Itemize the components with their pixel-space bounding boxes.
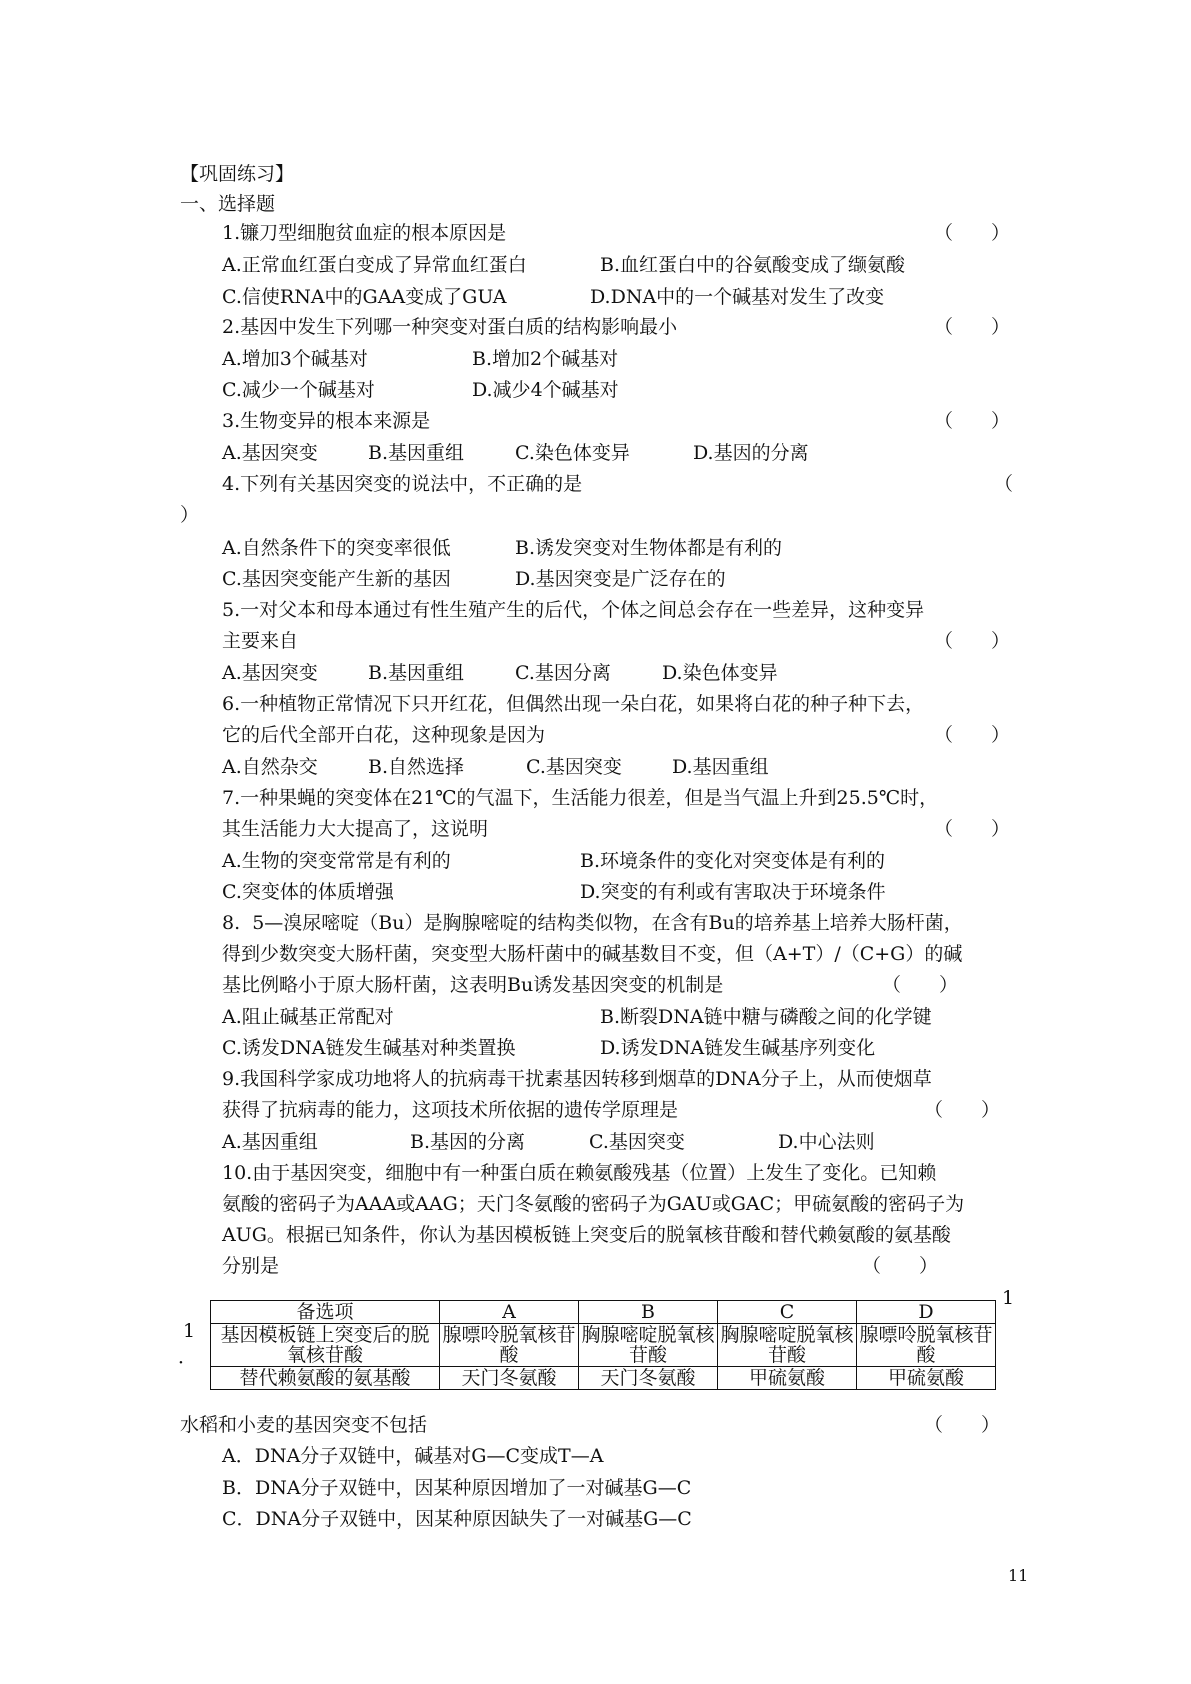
question-2-option-b: B.增加2个碱基对: [472, 348, 619, 370]
table-cell: 腺嘌呤脱氧核苷酸: [440, 1324, 579, 1367]
question-11-option-c: C．DNA分子双链中，因某种原因缺失了一对碱基G—C: [222, 1508, 692, 1530]
answer-blank: （ ）: [882, 974, 959, 996]
question-10-stem-line-2: 氨酸的密码子为AAA或AAG；天门冬氨酸的密码子为GAU或GAC；甲硫氨酸的密码子为: [222, 1193, 965, 1215]
question-6-stem-line-2: 它的后代全部开白花，这种现象是因为: [222, 724, 546, 746]
question-5-option-d: D.染色体变异: [662, 662, 778, 684]
question-3-option-a: A.基因突变: [222, 442, 318, 464]
question-7-option-c: C.突变体的体质增强: [222, 881, 394, 903]
table-header-row: [211, 1301, 996, 1324]
question-8-option-b: B.断裂DNA链中糖与磷酸之间的化学键: [600, 1006, 932, 1028]
question-4-option-a: A.自然条件下的突变率很低: [222, 537, 451, 559]
question-9-option-a: A.基因重组: [222, 1131, 318, 1153]
question-1-option-d: D.DNA中的一个碱基对发生了改变: [590, 286, 885, 308]
table-row-label: 替代赖氨酸的氨基酸: [211, 1367, 440, 1390]
question-8-stem-line-2: 得到少数突变大肠杆菌，突变型大肠杆菌中的碱基数目不变，但（A+T）/（C+G）的碱: [222, 943, 963, 965]
question-5-option-c: C.基因分离: [515, 662, 611, 684]
question-8-stem-line-3: 基比例略小于原大肠杆菌，这表明Bu诱发基因突变的机制是: [222, 974, 724, 996]
table-row: [211, 1367, 996, 1390]
question-6-option-a: A.自然杂交: [222, 756, 318, 778]
question-9-option-b: B.基因的分离: [410, 1131, 526, 1153]
answer-blank: （ ）: [934, 316, 1011, 338]
question-3-option-c: C.染色体变异: [515, 442, 630, 464]
answer-blank: （ ）: [862, 1255, 939, 1277]
question-8-option-a: A.阻止碱基正常配对: [222, 1006, 394, 1028]
table-cell: 胸腺嘧啶脱氧核苷酸: [579, 1324, 718, 1367]
answer-blank: （ ）: [934, 410, 1011, 432]
answer-blank: （ ）: [924, 1414, 1001, 1436]
question-6-stem-line-1: 6.一种植物正常情况下只开红花，但偶然出现一朵白花，如果将白花的种子种下去，: [222, 693, 925, 715]
question-1-option-a: A.正常血红蛋白变成了异常血红蛋白: [222, 254, 527, 276]
stray-number-right: 1: [1002, 1287, 1015, 1309]
question-4-option-d: D.基因突变是广泛存在的: [515, 568, 726, 590]
question-5-option-a: A.基因突变: [222, 662, 318, 684]
question-10-stem-line-4: 分别是: [222, 1255, 280, 1277]
question-2-option-d: D.减少4个碱基对: [472, 379, 619, 401]
page-number: 11: [1008, 1566, 1029, 1585]
question-2-option-a: A.增加3个碱基对: [222, 348, 368, 370]
question-3-stem: 3.生物变异的根本来源是: [222, 410, 431, 432]
question-8-option-c: C.诱发DNA链发生碱基对种类置换: [222, 1037, 516, 1059]
question-9-option-d: D.中心法则: [778, 1131, 875, 1153]
question-2-stem: 2.基因中发生下列哪一种突变对蛋白质的结构影响最小: [222, 316, 678, 338]
question-7-option-a: A.生物的突变常常是有利的: [222, 850, 451, 872]
question-5-stem-line-2: 主要来自: [222, 630, 299, 652]
table-header-cell: D: [857, 1301, 996, 1324]
stray-number-left: 1: [183, 1320, 196, 1342]
table-row-label: 基因模板链上突变后的脱氧核苷酸: [211, 1324, 440, 1367]
answer-blank: （ ）: [934, 222, 1011, 244]
stray-dot-left: ．: [178, 1346, 198, 1368]
question-9-stem-line-1: 9.我国科学家成功地将人的抗病毒干扰素基因转移到烟草的DNA分子上，从而使烟草: [222, 1068, 932, 1090]
question-3-option-b: B.基因重组: [368, 442, 465, 464]
question-7-option-d: D.突变的有利或有害取决于环境条件: [580, 881, 886, 903]
question-1-option-b: B.血红蛋白中的谷氨酸变成了缬氨酸: [600, 254, 906, 276]
question-7-stem-line-2: 其生活能力大大提高了，这说明: [222, 818, 489, 840]
question-5-stem-line-1: 5.一对父本和母本通过有性生殖产生的后代，个体之间总会存在一些差异，这种变异: [222, 599, 925, 621]
table-header-cell: 备选项: [211, 1301, 440, 1324]
question-11-option-a: A．DNA分子双链中，碱基对G—C变成T—A: [222, 1445, 604, 1467]
table-header-cell: C: [718, 1301, 857, 1324]
answer-blank-open: （: [994, 473, 1014, 495]
question-9-option-c: C.基因突变: [589, 1131, 685, 1153]
question-6-option-b: B.自然选择: [368, 756, 465, 778]
table-cell: 胸腺嘧啶脱氧核苷酸: [718, 1324, 857, 1367]
answer-blank-close: ）: [180, 504, 200, 526]
subsection-title: 一、选择题: [180, 193, 276, 215]
question-10-stem-line-3: AUG。根据已知条件，你认为基因模板链上突变后的脱氧核苷酸和替代赖氨酸的氨基酸: [222, 1224, 951, 1246]
answer-blank: （ ）: [934, 818, 1011, 840]
table-header-cell: A: [440, 1301, 579, 1324]
question-9-stem-line-2: 获得了抗病毒的能力，这项技术所依据的遗传学原理是: [222, 1099, 679, 1121]
question-4-option-b: B.诱发突变对生物体都是有利的: [515, 537, 783, 559]
question-11-stem: 水稻和小麦的基因突变不包括: [180, 1414, 428, 1436]
question-3-option-d: D.基因的分离: [693, 442, 809, 464]
table-cell: 天门冬氨酸: [579, 1367, 718, 1390]
table-cell: 腺嘌呤脱氧核苷酸: [857, 1324, 996, 1367]
table-cell: 甲硫氨酸: [857, 1367, 996, 1390]
table-cell: 天门冬氨酸: [440, 1367, 579, 1390]
question-6-option-c: C.基因突变: [526, 756, 622, 778]
question-1-stem: 1.镰刀型细胞贫血症的根本原因是: [222, 222, 507, 244]
answer-options-table: [210, 1300, 996, 1390]
question-5-option-b: B.基因重组: [368, 662, 465, 684]
table-row: [211, 1324, 996, 1367]
question-7-option-b: B.环境条件的变化对突变体是有利的: [580, 850, 886, 872]
answer-blank: （ ）: [934, 630, 1011, 652]
question-8-option-d: D.诱发DNA链发生碱基序列变化: [600, 1037, 876, 1059]
answer-blank: （ ）: [934, 724, 1011, 746]
question-1-option-c: C.信使RNA中的GAA变成了GUA: [222, 286, 507, 308]
answer-blank: （ ）: [924, 1099, 1001, 1121]
question-6-option-d: D.基因重组: [672, 756, 769, 778]
table-cell: 甲硫氨酸: [718, 1367, 857, 1390]
question-4-stem: 4.下列有关基因突变的说法中，不正确的是: [222, 473, 583, 495]
section-title: 【巩固练习】: [180, 163, 295, 185]
question-10-stem-line-1: 10.由于基因突变，细胞中有一种蛋白质在赖氨酸残基（位置）上发生了变化。已知赖: [222, 1162, 937, 1184]
question-2-option-c: C.减少一个碱基对: [222, 379, 375, 401]
question-11-option-b: B．DNA分子双链中，因某种原因增加了一对碱基G—C: [222, 1477, 692, 1499]
question-4-option-c: C.基因突变能产生新的基因: [222, 568, 451, 590]
question-7-stem-line-1: 7.一种果蝇的突变体在21℃的气温下，生活能力很差，但是当气温上升到25.5℃时，: [222, 787, 939, 809]
table-header-cell: B: [579, 1301, 718, 1324]
question-8-stem-line-1: 8. 5—溴尿嘧啶（Bu）是胸腺嘧啶的结构类似物，在含有Bu的培养基上培养大肠杆菌，: [222, 912, 963, 934]
